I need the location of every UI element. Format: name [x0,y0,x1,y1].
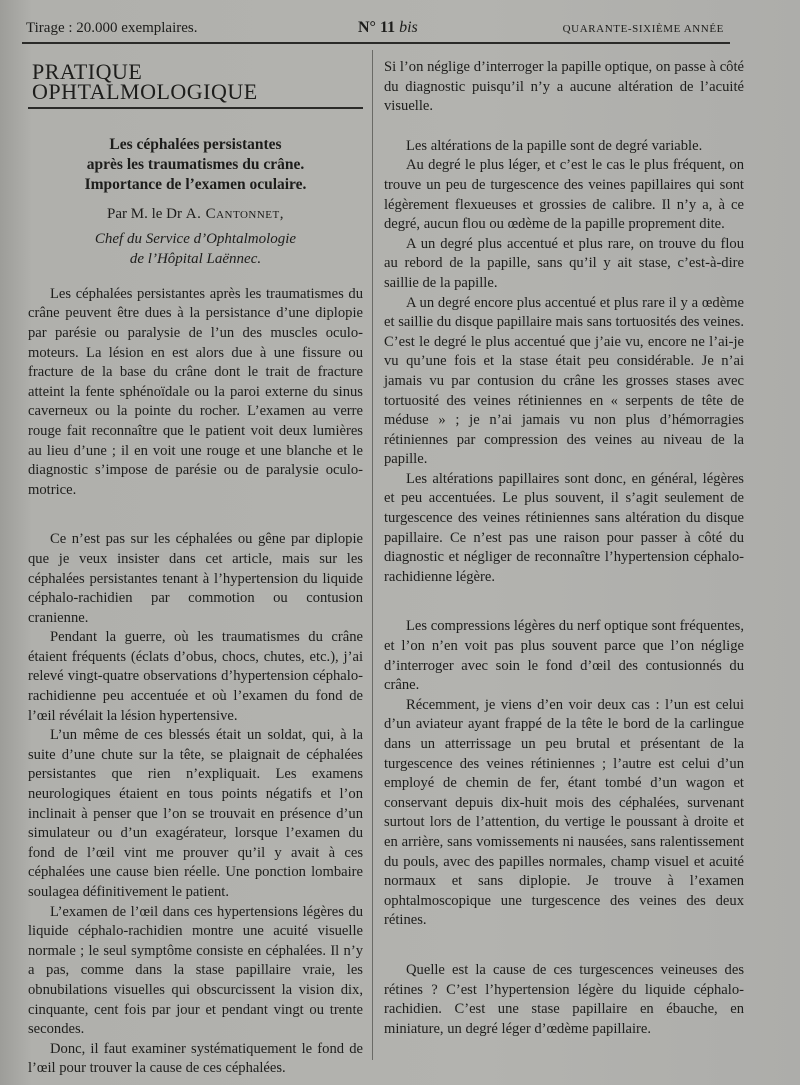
byline [28,205,363,225]
issue-bis: bis [399,19,418,36]
paragraph: Si l’on néglige d’interroger la papille optique, on passe à côté du diagnostic puisqu’il n’y a aucune altération de l’acuité visuelle. [384,59,744,115]
paragraph: Les céphalées persistantes après les traumatismes du crâne peuvent être dues à la persistance d’une diplopie par parésie ou paralysie de l’un des muscles oculo-moteurs. La lésion en est alors due à une fissure ou fracture de la base du crâne dont le trait de fracture atteint la fente sphénoïdale ou la paroi externe du sinus caverneux ou la pointe du rocher. L’examen au verre rouge fait reconnaître que le patient voit deux lumières au lieu d’une ; il en voit une rouge et une blanche et le diagnostic s’impose de parésie ou de paralysie oculo-motrice. [28,285,363,498]
paragraph: Donc, il faut examiner systématiquement le fond de l’œil pour trouver la cause de ces céphalées. [28,1040,363,1077]
section-title: PRATIQUE OPHTALMOLOGIQUE [28,58,363,109]
paragraph: Quelle est la cause de ces turgescences veineuses des rétines ? C’est l’hypertension légère du liquide céphalo-rachidien. C’est une stase papillaire en ébauche, en miniature, un degré léger d’œdème papillaire. [384,961,744,1037]
paragraph: Ce n’est pas sur les céphalées ou gêne par diplopie que je veux insister dans cet article, mais sur les céphalées persistantes tenant à l’hypertension du liquide céphalo-rachidien par commotion ou contusion cranienne. [28,531,363,626]
affiliation-line: Chef du Service d’Ophtalmologie [94,230,297,247]
article-title-line: Les céphalées persistantes [109,136,282,154]
paragraph: Les altérations de la papille sont de degré variable. [406,137,703,154]
byline-prefix: Par M. le Dr [106,206,182,223]
affiliation-line: de l’Hôpital Laënnec. [129,250,262,267]
issue-number [358,19,418,37]
author-name: A. Cantonnet, [185,206,284,223]
paragraph: Les altérations papillaires sont donc, en général, légères et peu accentuées. Le plus souvent, il s’agit seulement de turgescence des veines rétiniennes sans altération du disque papillaire. Ce n’est pas une raison pour passer à côté du diagnostic et négliger de reconnaître l’hypertension céphalo-rachidienne légère. [384,470,744,585]
left-column [28,58,363,1079]
paragraph: L’un même de ces blessés était un soldat, qui, à la suite d’une chute sur la tête, se plaignait de céphalées persistantes que rien n’expliquait. Les examens neurologiques étaient en tous points négatifs et l’on inclinait à penser que l’on se trouvait en présence d’un simulateur ou d’un exagérateur, lorsque l’examen du fond de l’œil vint me prouver qu’il y avait à ces céphalées une cause bien réelle. Une ponction lombaire soulagea définitivement le patient. [28,727,363,900]
paragraph: Pendant la guerre, où les traumatismes du crâne étaient fréquents (éclats d’obus, chocs, chutes, etc.), j’ai relevé vingt-quatre observations d’hypertension céphalo-rachidienne peu accentuée et où l’examen du fond de l’œil révélait la lésion hypertensive. [28,629,363,724]
paragraph: A un degré encore plus accentué et plus rare il y a œdème et saillie du disque papillaire mais sans tortuosités des veines. C’est le degré le plus accentué que j’aie vu, encore ne l’ai-je vu qu’une fois et la stase était peu considérable. Je n’ai jamais vu par contusion du crâne les grosses stases avec tortuosité des veines rétiniennes en « serpents de tête de méduse » ; je n’ai jamais vu non plus d’hémorragies rétiniennes par compression des veines au niveau de la papille. [384,294,744,468]
column-divider [372,50,373,1060]
circulation-note: Tirage : 20.000 exemplaires. [26,20,198,36]
paragraph: A un degré plus accentué et plus rare, on trouve du flou au rebord de la papille, sans qu’il y ait stase, c’est-à-dire saillie de la papille. [384,235,744,291]
paragraph: Les compressions légères du nerf optique sont fréquentes, et l’on n’en voit pas plus souvent parce que l’on néglige d’interroger avec soin le fond d’œil des contusionnés du crâne. [384,618,744,694]
right-column [384,58,744,1039]
author-affiliation [28,229,363,269]
issue-number-value: N° 11 [358,19,396,36]
publication-year: QUARANTE-SIXIÈME ANNÉE [562,23,724,35]
paragraph: L’examen de l’œil dans ces hypertensions légères du liquide céphalo-rachidien montre une acuité visuelle normale ; le seul symptôme consiste en céphalées. Il n’y a pas, comme dans la stase papillaire vraie, les obnubilations visuelles qui obscurcissent la vision dix, cinquante, cent fois par jour et pendant vingt ou trente secondes. [28,903,363,1038]
paragraph: Récemment, je viens d’en voir deux cas : l’un est celui d’un aviateur ayant frappé de la tête le bord de la carlingue dans un atterrissage un peu brutal et présentant de la turgescence des veines rétiniennes ; l’autre est celui d’un employé de chemin de fer, étant tombé d’un wagon et conservant depuis dix-huit mois des céphalées, survenant surtout lors de l’attention, du vertige le poussant à droite et en arrière, sans vomissements ni nausées, sans ralentissement du pouls, avec des papilles normales, champ visuel et acuité normaux et sans diplopie. Je trouve à l’examen ophtalmoscopique une turgescence des veines des deux rétines. [384,696,744,929]
paragraph: Au degré le plus léger, et c’est le cas le plus fréquent, on trouve un peu de turgescence des veines papillaires qui sont légèrement flexueuses et grossies de calibre. Il n’y a, à ce degré, aucun flou ou œdème de la papille proprement dite. [384,157,744,233]
article-title [28,135,363,195]
article-title-line: après les traumatismes du crâne. [86,156,305,174]
page-header [22,20,730,44]
article-title-line: Importance de l’examen oculaire. [84,176,307,194]
